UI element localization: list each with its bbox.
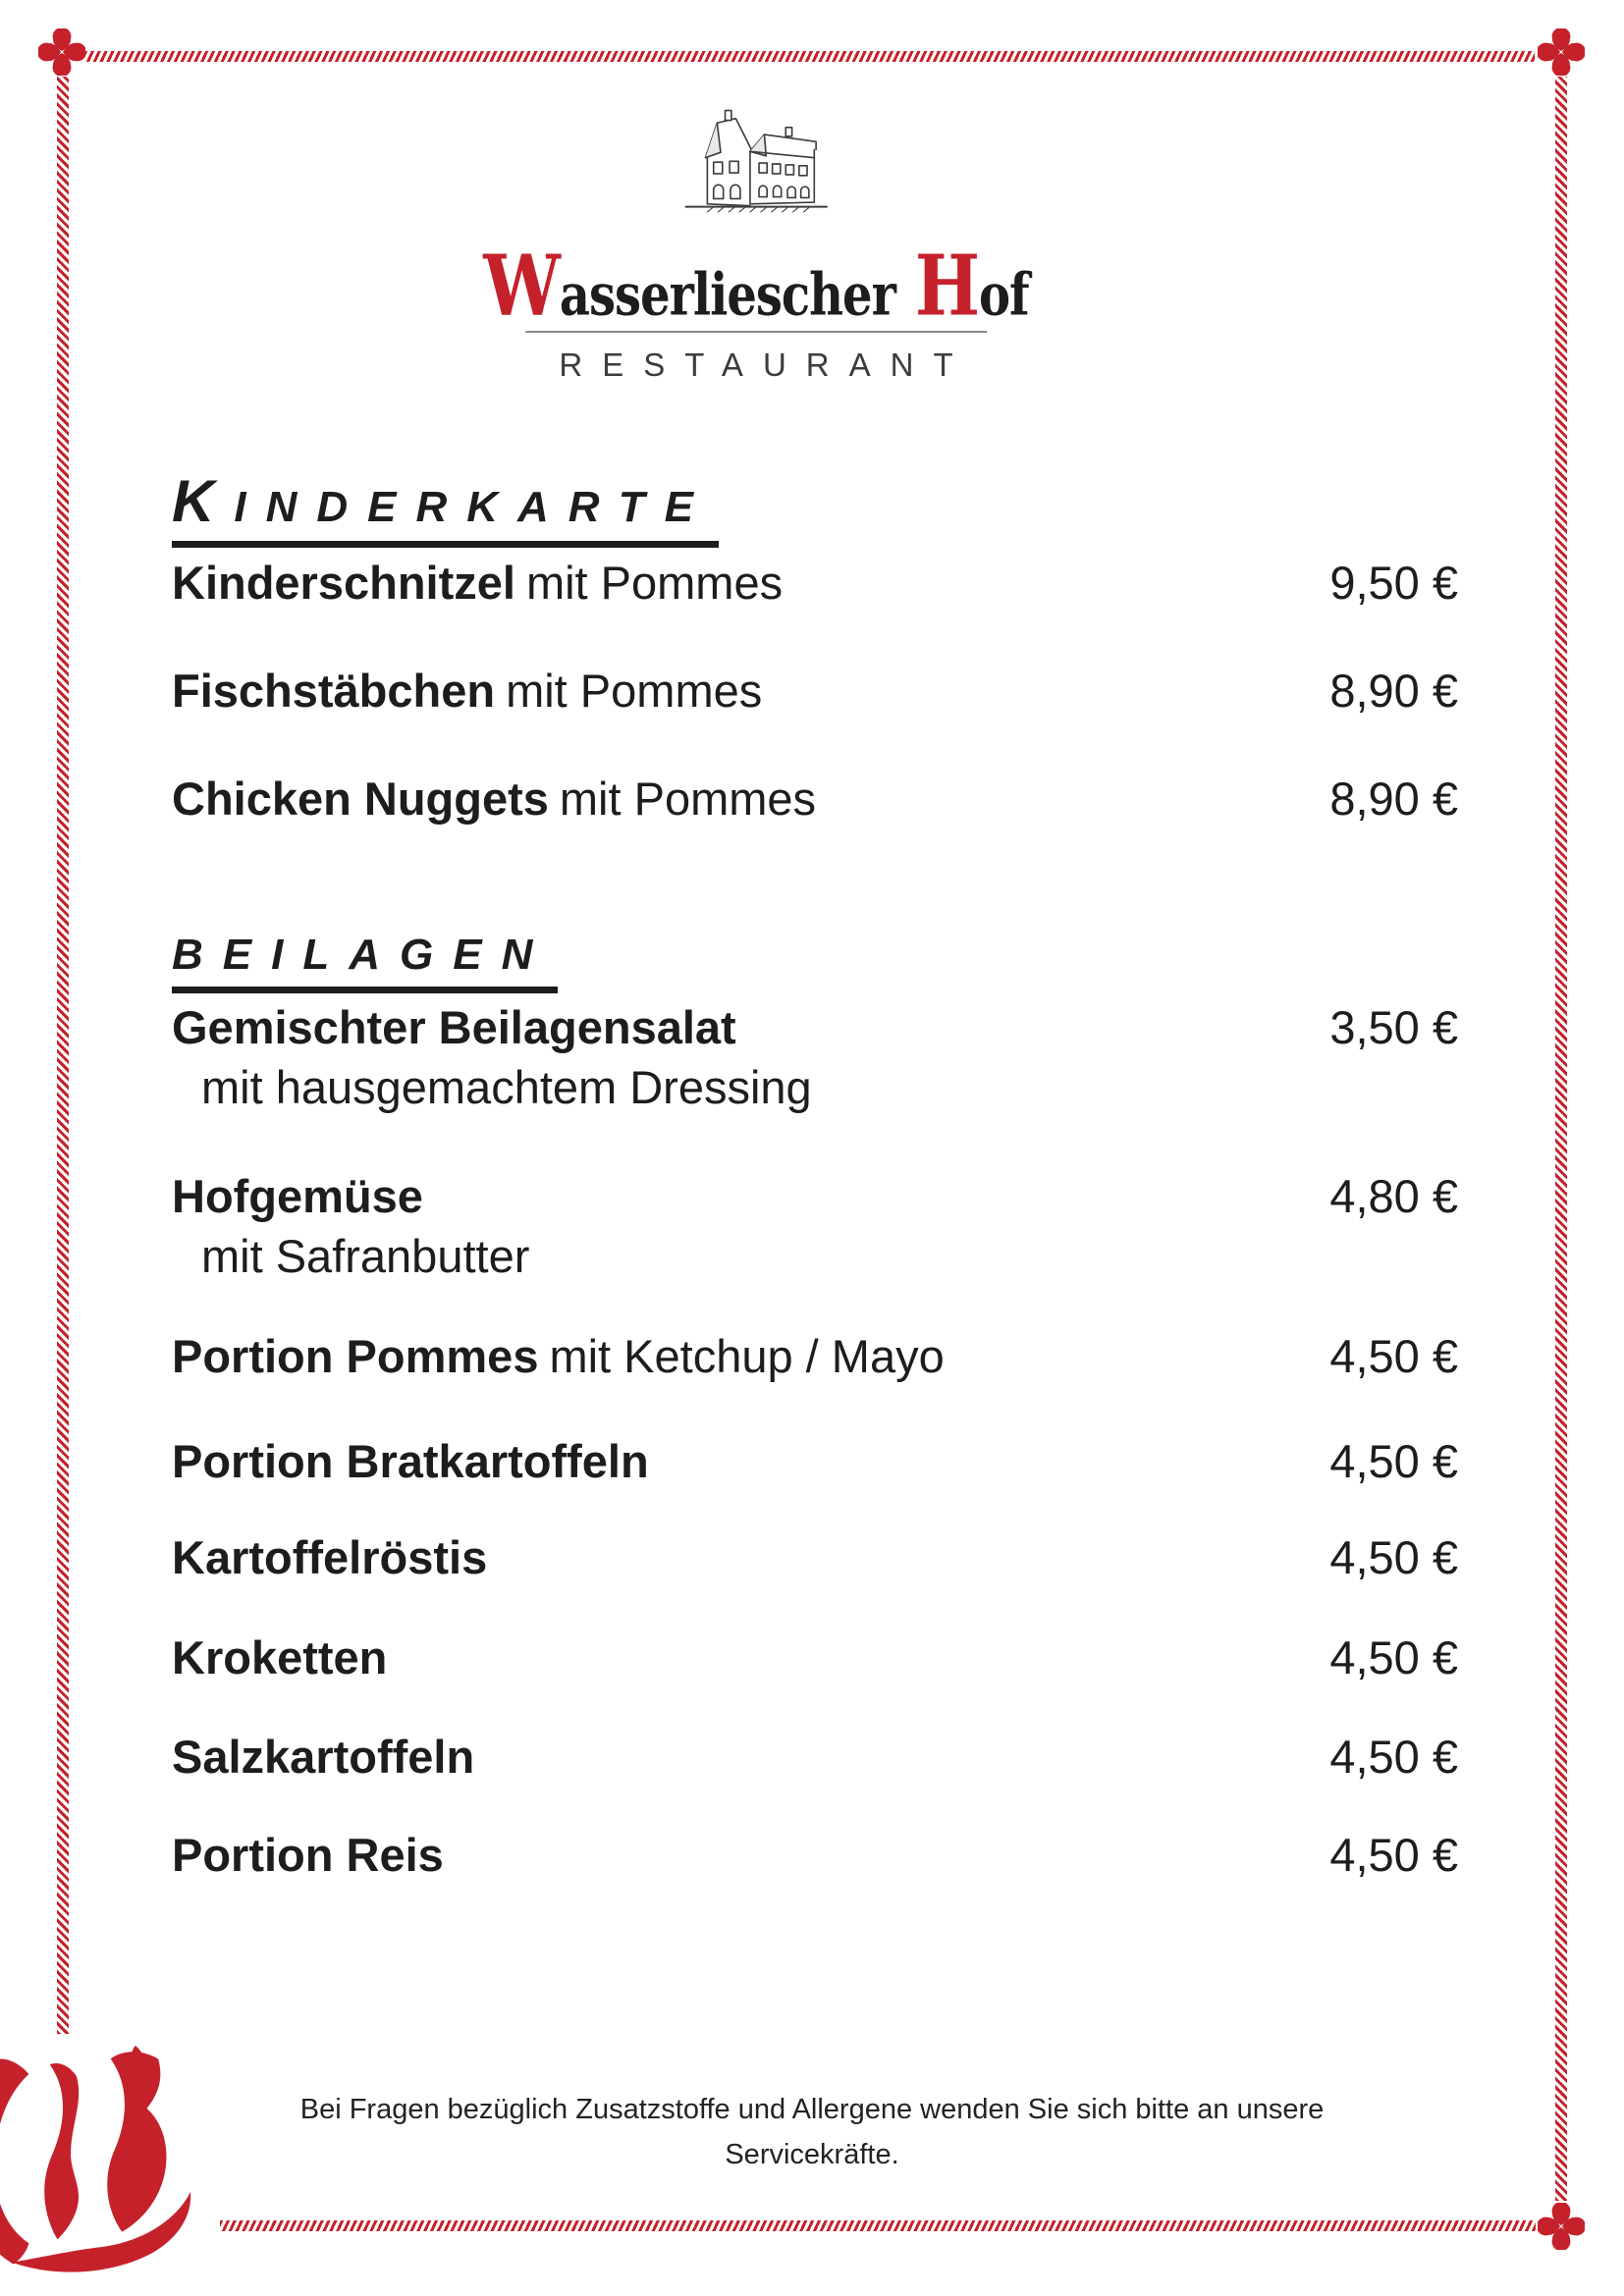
item-price: 4,50 € bbox=[1329, 1731, 1458, 1783]
restaurant-logo bbox=[483, 106, 1028, 384]
item-price: 4,50 € bbox=[1329, 1330, 1458, 1382]
item-suffix: mit Pommes bbox=[506, 665, 763, 717]
item-price: 4,80 € bbox=[1329, 1170, 1458, 1222]
item-name: Chicken Nuggets bbox=[172, 773, 549, 825]
item-suffix: mit Pommes bbox=[559, 773, 817, 825]
frame-border-right bbox=[1555, 77, 1567, 2201]
item-price: 4,50 € bbox=[1329, 1631, 1458, 1683]
section-heading-kinderkarte: KINDERKARTE bbox=[172, 472, 719, 548]
clover-ornament-icon bbox=[38, 28, 85, 76]
menu-item-row bbox=[172, 774, 1458, 825]
menu-item-row bbox=[172, 1732, 1458, 1783]
menu-item-row bbox=[172, 1331, 1458, 1382]
item-name: Kinderschnitzel bbox=[172, 557, 515, 609]
item-name: Gemischter Beilagensalat bbox=[172, 1001, 736, 1053]
menu-item-row bbox=[172, 1002, 1458, 1112]
item-name: Salzkartoffeln bbox=[172, 1731, 475, 1783]
menu-item-row bbox=[172, 1632, 1458, 1683]
section-heading-beilagen: BEILAGEN bbox=[172, 934, 558, 993]
brand-initial-w: W bbox=[483, 236, 560, 336]
item-description: mit hausgemachtem Dressing bbox=[201, 1060, 812, 1113]
restaurant-name: Wasserliescher Hof bbox=[483, 236, 1029, 336]
menu-item-row bbox=[172, 666, 1458, 717]
frame-border-top bbox=[84, 51, 1535, 62]
clover-ornament-icon bbox=[1538, 2203, 1585, 2250]
brand-initial-h: H bbox=[914, 236, 980, 336]
menu-item-row bbox=[172, 1436, 1458, 1487]
allergen-note-line1: Bei Fragen bezüglich Zusatzstoffe und Allergene wenden Sie sich bitte an unsere bbox=[299, 2094, 1325, 2125]
item-price: 4,50 € bbox=[1329, 1435, 1458, 1487]
menu-item-row bbox=[172, 1171, 1458, 1281]
item-name: Hofgemüse bbox=[172, 1170, 423, 1222]
menu-item-row bbox=[172, 1830, 1458, 1881]
item-name: Kartoffelröstis bbox=[172, 1531, 488, 1583]
item-name: Portion Bratkartoffeln bbox=[172, 1435, 649, 1487]
item-price: 4,50 € bbox=[1329, 1531, 1458, 1583]
item-price: 8,90 € bbox=[1329, 773, 1458, 825]
building-sketch-icon bbox=[677, 106, 835, 222]
item-price: 4,50 € bbox=[1329, 1829, 1458, 1881]
item-price: 8,90 € bbox=[1329, 665, 1458, 717]
menu-item-row bbox=[172, 558, 1458, 609]
frame-border-left bbox=[57, 77, 69, 2034]
item-price: 3,50 € bbox=[1329, 1001, 1458, 1053]
item-name: Portion Reis bbox=[172, 1829, 444, 1881]
item-suffix: mit Ketchup / Mayo bbox=[549, 1330, 945, 1382]
item-description: mit Safranbutter bbox=[201, 1229, 530, 1282]
item-price: 9,50 € bbox=[1329, 557, 1458, 609]
restaurant-subtitle: RESTAURANT bbox=[559, 347, 973, 383]
frame-border-bottom bbox=[220, 2220, 1536, 2231]
item-suffix: mit Pommes bbox=[525, 557, 784, 609]
w-monogram-icon bbox=[0, 2044, 249, 2281]
menu-item-row bbox=[172, 1532, 1458, 1583]
item-name: Fischstäbchen bbox=[172, 665, 496, 717]
item-name: Portion Pommes bbox=[172, 1330, 539, 1382]
clover-ornament-icon bbox=[1538, 28, 1585, 76]
item-name: Kroketten bbox=[172, 1631, 388, 1683]
allergen-note-line2: Servicekräfte. bbox=[725, 2139, 899, 2171]
